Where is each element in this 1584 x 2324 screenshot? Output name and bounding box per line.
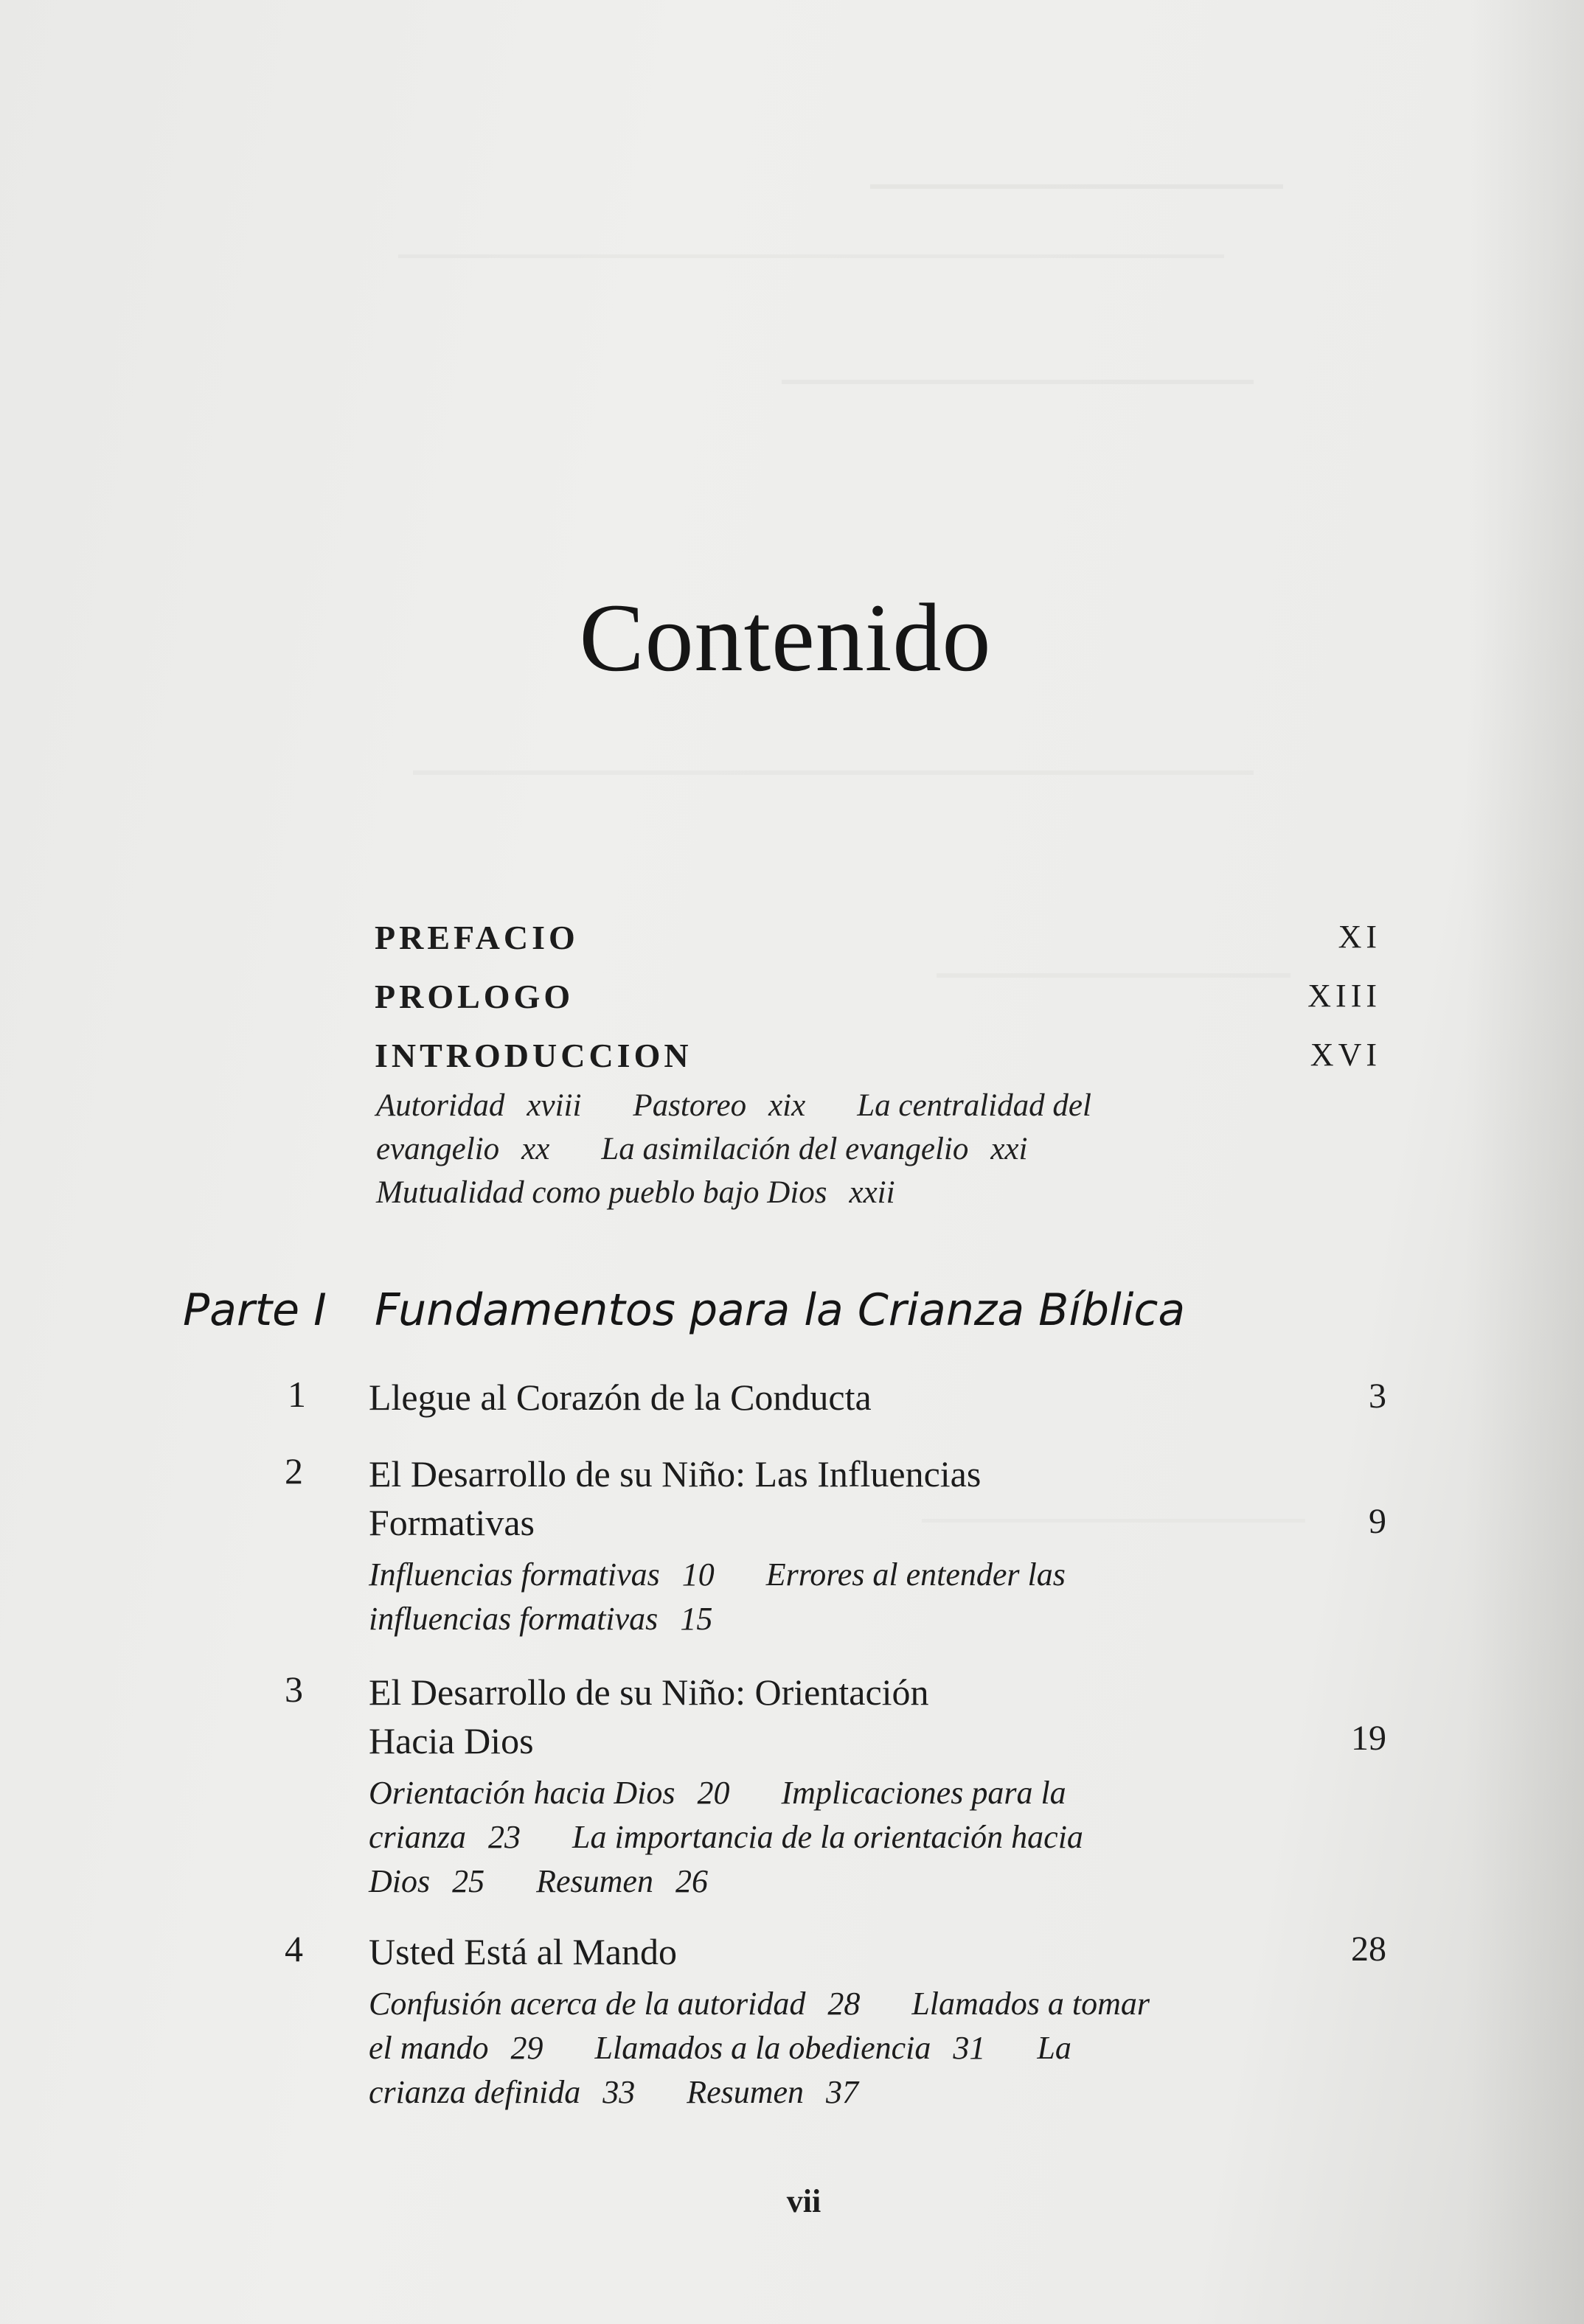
toc-entry-label: PREFACIO <box>375 919 579 956</box>
topic-text: Implicaciones para la <box>781 1775 1066 1811</box>
topic-line <box>369 1771 1083 1815</box>
topic-line <box>369 2026 1150 2070</box>
page-title: Contenido <box>579 583 992 692</box>
topic-text: Llamados a la obediencia <box>594 2030 931 2066</box>
chapter-title <box>369 1450 1195 1547</box>
topic-page: 37 <box>826 2074 859 2110</box>
chapter-title-line: Usted Está al Mando <box>369 1931 677 1972</box>
page-edge-shadow <box>1466 0 1584 2324</box>
toc-entry-page: XIII <box>1307 978 1381 1014</box>
chapter-title-line: Formativas <box>369 1502 535 1543</box>
chapter-page: 19 <box>1351 1719 1386 1758</box>
topic-text: La <box>1037 2030 1071 2066</box>
chapter-number: 4 <box>285 1928 303 1969</box>
topic-line <box>369 1597 1066 1641</box>
topic-line <box>376 1127 1091 1171</box>
topic-line <box>376 1084 1091 1127</box>
chapter-number: 1 <box>288 1374 306 1415</box>
chapter-page: 28 <box>1351 1930 1386 1969</box>
topic-page: 28 <box>827 1986 861 2022</box>
toc-entry-prefacio <box>375 918 1381 962</box>
bleed-through <box>782 380 1254 411</box>
topic-text: Autoridad <box>376 1088 505 1123</box>
bleed-through <box>413 770 1254 801</box>
topic-page: 33 <box>602 2074 636 2110</box>
topic-text: Resumen <box>536 1863 653 1899</box>
chapter-number: 2 <box>285 1450 303 1492</box>
topic-text: Pastoreo <box>633 1088 747 1123</box>
topic-page: 26 <box>675 1863 708 1899</box>
topic-line <box>376 1171 1091 1214</box>
toc-entry-page: XI <box>1338 919 1381 955</box>
topic-text: Errores al entender las <box>765 1556 1066 1593</box>
topic-page: 20 <box>697 1775 730 1811</box>
topic-text: Llamados a tomar <box>911 1986 1150 2022</box>
topic-text: el mando <box>369 2030 489 2066</box>
bleed-through <box>398 254 1224 285</box>
chapter-page: 3 <box>1369 1377 1386 1416</box>
bleed-through <box>870 184 1283 215</box>
topic-page: xxii <box>849 1175 895 1210</box>
topic-text: Dios <box>369 1863 431 1899</box>
chapter-title <box>369 1373 1195 1422</box>
chapter-page: 9 <box>1369 1502 1386 1541</box>
toc-entry-introduccion <box>375 1036 1381 1080</box>
topic-line <box>369 1815 1083 1859</box>
topic-page: 29 <box>510 2030 543 2066</box>
topic-text: crianza <box>369 1819 466 1855</box>
chapter-topics <box>369 1982 1150 2115</box>
topic-text: influencias formativas <box>369 1601 659 1637</box>
topic-page: xxi <box>990 1132 1028 1166</box>
topic-text: evangelio <box>376 1132 500 1166</box>
topic-page: xix <box>768 1088 806 1123</box>
topic-page: 10 <box>681 1556 715 1593</box>
chapter-title-line: Llegue al Corazón de la Conducta <box>369 1377 872 1418</box>
topic-text: Resumen <box>687 2074 805 2110</box>
toc-entry-label: PROLOGO <box>375 978 574 1015</box>
topic-line <box>369 1859 1083 1904</box>
page-number: vii <box>786 2183 821 2219</box>
toc-entry-prologo <box>375 977 1381 1021</box>
topic-text: Confusión acerca de la autoridad <box>369 1986 806 2022</box>
part-title: Fundamentos para la Crianza Bíblica <box>375 1284 1186 1336</box>
topic-text: Mutualidad como pueblo bajo Dios <box>376 1175 827 1210</box>
topic-page: 25 <box>452 1863 485 1899</box>
toc-entry-page: XVI <box>1310 1037 1381 1073</box>
chapter-title <box>369 1927 1195 1976</box>
topic-text: La asimilación del evangelio <box>601 1132 969 1166</box>
chapter-topics <box>369 1771 1083 1904</box>
topic-page: 31 <box>953 2030 986 2066</box>
topic-page: xviii <box>527 1088 582 1123</box>
chapter-topics <box>369 1553 1066 1641</box>
topic-page: 15 <box>680 1601 713 1637</box>
topic-text: La centralidad del <box>857 1088 1091 1123</box>
topic-text: crianza definida <box>369 2074 581 2110</box>
part-label: Parte I <box>183 1284 327 1336</box>
toc-entry-label: INTRODUCCION <box>375 1037 692 1074</box>
chapter-title-line: Hacia Dios <box>369 1720 534 1761</box>
topic-text: Orientación hacia Dios <box>369 1775 675 1811</box>
topic-line <box>369 2070 1150 2115</box>
chapter-title <box>369 1668 1195 1765</box>
topic-text: Influencias formativas <box>369 1556 660 1593</box>
topic-line <box>369 1982 1150 2026</box>
chapter-title-line: El Desarrollo de su Niño: Las Influencias <box>369 1453 982 1495</box>
topic-page: xx <box>521 1132 550 1166</box>
topic-text: La importancia de la orientación hacia <box>572 1819 1083 1855</box>
topic-page: 23 <box>488 1819 521 1855</box>
introduction-topics <box>376 1084 1091 1214</box>
chapter-number: 3 <box>285 1669 303 1710</box>
topic-line <box>369 1553 1066 1597</box>
chapter-title-line: El Desarrollo de su Niño: Orientación <box>369 1671 929 1713</box>
